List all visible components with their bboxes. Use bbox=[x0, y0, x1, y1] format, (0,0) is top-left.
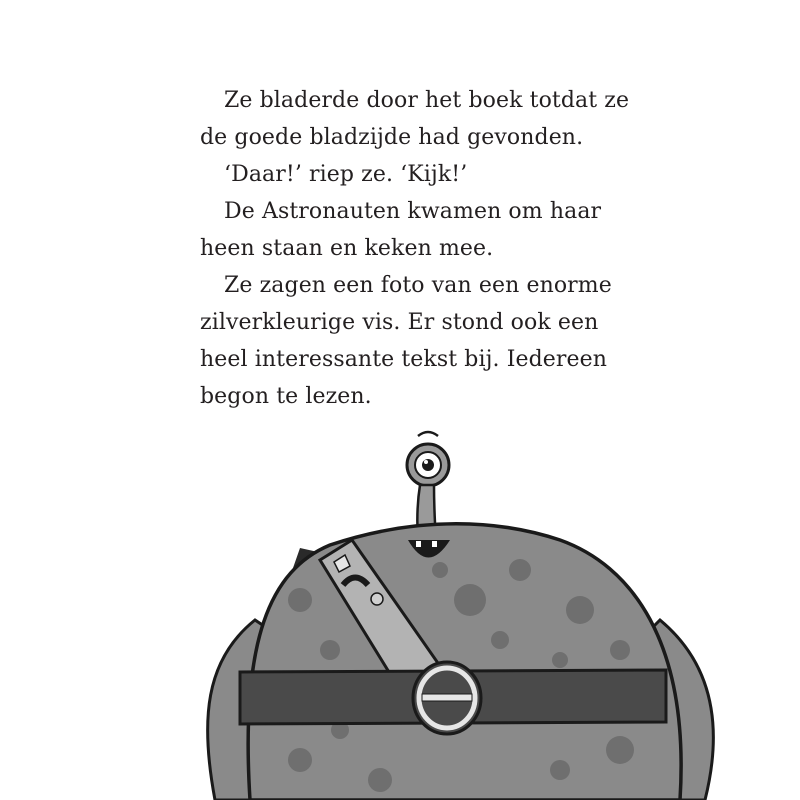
story-line: begon te lezen. bbox=[200, 384, 372, 409]
alien-illustration bbox=[0, 420, 800, 800]
story-line: Ze zagen een foto van een enorme bbox=[224, 273, 612, 298]
belt bbox=[240, 662, 666, 734]
story-line: heel interessante tekst bij. Iedereen bbox=[200, 347, 608, 372]
alien-body bbox=[248, 524, 681, 800]
story-line: zilverkleurige vis. Er stond ook een bbox=[200, 310, 599, 335]
story-line: De Astronauten kwamen om haar bbox=[224, 199, 602, 224]
story-line: heen staan en keken mee. bbox=[200, 236, 494, 261]
story-line: Ze bladerde door het boek totdat ze bbox=[224, 88, 630, 113]
story-line: de goede bladzijde had gevonden. bbox=[200, 125, 584, 150]
story-line: ‘Daar!’ riep ze. ‘Kijk!’ bbox=[224, 162, 468, 187]
story-text bbox=[200, 82, 630, 415]
